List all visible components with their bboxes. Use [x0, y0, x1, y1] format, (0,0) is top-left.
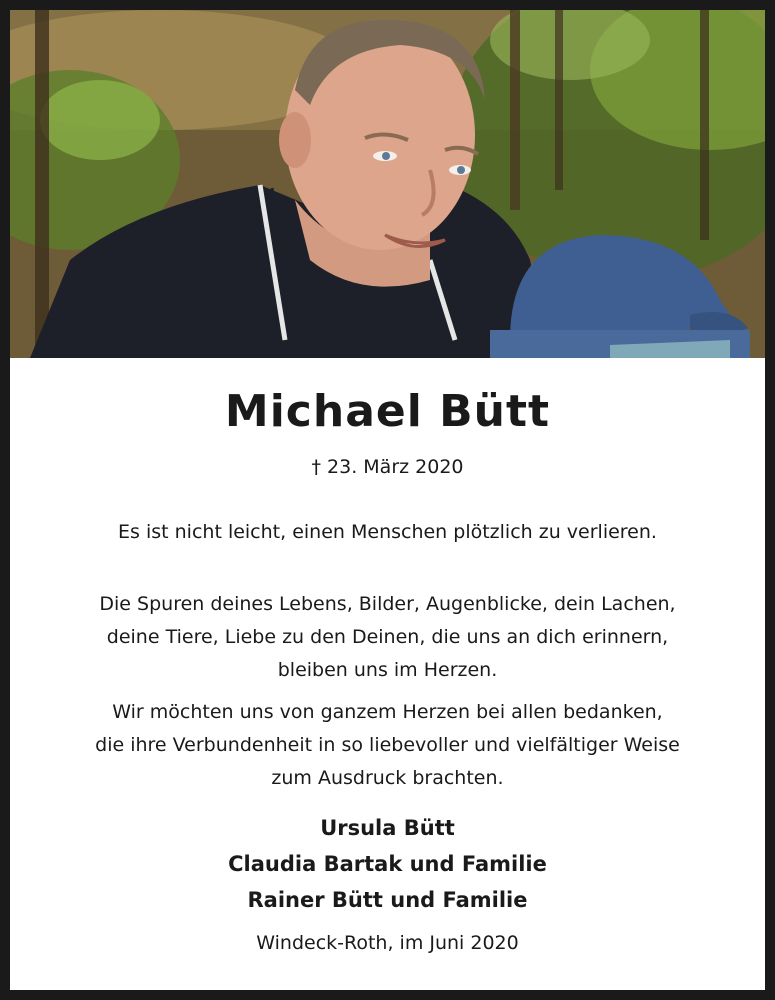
portrait-photo: [10, 10, 765, 358]
signer: Rainer Bütt und Familie: [247, 888, 528, 912]
deceased-name: Michael Bütt: [224, 386, 551, 437]
paragraph2-line: Wir möchten uns von ganzem Herzen bei allen bedanken,: [112, 701, 663, 723]
signer: Ursula Bütt: [320, 816, 455, 840]
signers-list: [10, 810, 765, 918]
intro-line: Es ist nicht leicht, einen Menschen plötzlich zu verlieren.: [118, 521, 657, 543]
paragraph1-line: bleiben uns im Herzen.: [277, 659, 498, 681]
paragraph1-line: deine Tiere, Liebe zu den Deinen, die uns an dich erinnern,: [106, 626, 669, 648]
paragraph1-line: Die Spuren deines Lebens, Bilder, Augenblicke, dein Lachen,: [99, 593, 676, 615]
paragraph2-line: zum Ausdruck brachten.: [271, 767, 504, 789]
signer: Claudia Bartak und Familie: [228, 852, 547, 876]
place-date: Windeck-Roth, im Juni 2020: [256, 932, 519, 954]
paragraph2-line: die ihre Verbundenheit in so liebevoller und vielfältiger Weise: [95, 734, 680, 756]
death-date: † 23. März 2020: [311, 456, 464, 478]
